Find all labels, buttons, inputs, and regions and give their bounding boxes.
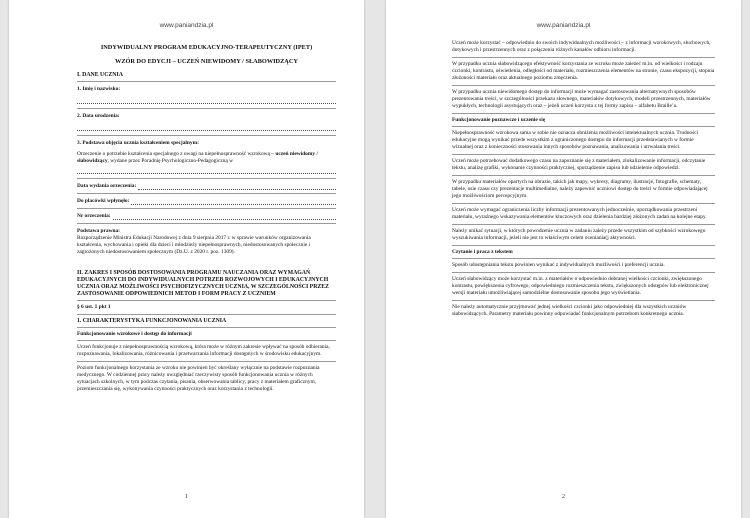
divider — [77, 193, 336, 194]
nr-orzeczenia-row — [77, 213, 336, 220]
document-page-1 — [9, 0, 364, 518]
do-placowki-row — [77, 198, 336, 205]
orzeczenie-line — [77, 166, 336, 174]
data-wydania-row — [77, 183, 336, 190]
paragraph: W przypadku materiałów opartych na obrazie, takich jak mapy, wykresy, diagramy, ilustracje, fotografie, schematy, tabele, osie czasu czy prezentacje multimedialne, należy zapewnić uczniowi dostęp do treści w formie odpowiadającej jego możliwościom percepcyjnym. — [452, 179, 708, 199]
divider — [452, 224, 715, 225]
page-number: 2 — [562, 494, 565, 500]
divider — [452, 272, 715, 273]
subheading-czytanie: Czytanie i praca z tekstem — [452, 249, 513, 255]
paragraph: W przypadku ucznia słabowidzącego efektywność korzystania ze wzroku może zależeć m.in. od wielkości i rodzaju czcionki, kontrastu, oświetlenia, odległości od materiału, rozmieszczenia elementów na stronie, czasu ekspozycji, stopnia złożoności materiału oraz aktualnego poziomu zmęczenia. — [452, 61, 715, 81]
orzeczenie-text-a: Orzeczenie o potrzebie kształcenia specjalnego z uwagi na niepełnosprawność wzrokową – — [77, 151, 274, 157]
subheading-funkcjonowanie-poznawcze: Funkcjonowanie poznawcze i uczenie się — [452, 117, 546, 123]
page-1-content — [77, 42, 336, 393]
paragraph: Należy unikać sytuacji, w których powodzenie ucznia w zadaniu zależy przede wszystkim od szybkości wzrokowego wyszukiwania informacji, jeżeli nie jest to właściwym celem oceniania(j aktywności. — [452, 228, 706, 241]
paragraph: Niepełnosprawność wzrokowa sama w sobie nie oznacza obniżenia możliwości intelektualnych ucznia. Trudności edukacyjne mogą wynikać przede wszystkim z ograniczonego dostępu do informacji przedstawianych w formie wizualnej oraz z konieczności stosowania innych sposobów poznawania, analizowania i utrwalania treści. — [452, 130, 699, 150]
divider — [452, 113, 715, 114]
divider — [452, 175, 715, 176]
field-name-label: 1. Imię i nazwisko: — [77, 86, 121, 92]
divider — [77, 108, 336, 109]
divider — [77, 223, 336, 224]
data-wydania-label: Data wydania orzeczenia: — [77, 183, 137, 189]
divider — [77, 300, 336, 301]
divider — [77, 314, 336, 315]
field-birthdate-label: 2. Data urodzenia: — [77, 113, 120, 119]
page-2-content — [452, 40, 715, 318]
paragraph: Poziom funkcjonalnego korzystania ze wzroku nie powinien być określany wyłącznie na podstawie rozpoznania medycznego. W codziennej pracy należy uwzględniać rzeczywisty sposób funkcjonowania ucznia w różnych sytuacjach szkolnych, w tym podczas czytania, pisania, obserwowania tablicy, pracy z materiałem graficznym, przemieszczania się, wykonywania czynności praktycznych oraz korzystania z technologii. — [77, 365, 320, 392]
paragraph: W przypadku ucznia niewidomego dostęp do informacji może wymagać zastosowania alternatywnych sposobów prezentowania treści, w szczególności przekazu słownego, materiałów dotykowych, modeli przestrzennych, materiałów wypukłych, technologii asystujących oraz – jeżeli uczeń korzysta z tej formy zapisu – alfabetu Braille’a. — [452, 89, 711, 109]
paragraph-ref: § 6 ust. 1 pkt 1 — [77, 304, 111, 310]
divider — [77, 178, 336, 179]
divider — [452, 85, 715, 86]
document-title: INDYWIDUALNY PROGRAM EDUKACYJNO-TERAPEUTYCZNY (IPET) — [100, 44, 313, 51]
paragraph: Sposób udostępniania tekstu powinien wynikać z indywidualnych możliwości i preferencji ucznia. — [452, 262, 665, 268]
data-wydania-line — [138, 183, 336, 190]
paragraph: Uczeń może korzystać – odpowiednio do swoich indywidualnych możliwości – z informacji wzrokowych, słuchowych, dotykowych i przestrzennych oraz z połączenia różnych kanałów odbioru informacji. — [452, 40, 711, 53]
divider — [452, 245, 715, 246]
paragraph: Uczeń może wymagać ograniczenia liczby informacji prezentowanych jednocześnie, uporządkowania przestrzeni materiału, wyraźnego wskazywania elementów kluczowych oraz dzielenia bardziej złożonych zadań na kolejne etapy. — [452, 207, 707, 220]
paragraph: Uczeń funkcjonuje z niepełnosprawnością wzrokową, która może w różnym zakresie wpływać na sposób odbierania, rozpoznawania, lokalizowania, różnicowania i przetwarzania informacji dostępnych w środowisku edukacyjnym. — [77, 344, 330, 357]
divider — [452, 300, 715, 301]
divider — [452, 126, 715, 127]
section-zakres: II. ZAKRES I SPOSÓB DOSTOSOWANIA PROGRAMU NAUCZANIA ORAZ WYMAGAŃ EDUKACYJNYCH DO INDYWIDUALNYCH POTRZEB ROZWOJOWYCH I EDUKACYJNYCH UCZNIA ORAZ MOŻLIWOŚCI PSYCHOFIZYCZNYCH UCZNIA, W SZCZEGÓLNOŚCI PRZEZ ZASTOSOWANIE ODPOWIEDNICH METOD I FORM PRACY Z UCZNIEM — [77, 270, 329, 297]
divider — [77, 327, 336, 328]
podstawa-label: Podstawa prawna: — [77, 228, 120, 234]
divider — [77, 81, 336, 82]
divider — [452, 57, 715, 58]
divider — [452, 154, 715, 155]
divider — [77, 361, 336, 362]
paragraph: Nie należy automatycznie przyjmować jednej wielkości czcionki jako odpowiedniej dla wszystkich uczniów słabowidzących. Parametry materiału powinny odpowiadać funkcjonalnym potrzebom konkretnego ucznia. — [452, 304, 687, 317]
orzeczenie-text-b: uczeń niewidomy / słabowidzący — [77, 151, 318, 164]
divider — [77, 135, 336, 136]
page-number: 1 — [185, 494, 188, 500]
field-birthdate-line — [77, 123, 336, 131]
field-name-line — [77, 96, 336, 104]
subheading-funkcjonowanie-wzrokowe: Funkcjonowanie wzrokowe i dostęp do informacji — [77, 331, 192, 337]
section-dane-ucznia: I. DANE UCZNIA — [77, 72, 123, 78]
do-placowki-label: Do placówki wpłynęło: — [77, 198, 130, 204]
podstawa-text: Rozporządzenie Ministra Edukacji Narodowej z dnia 9 sierpnia 2017 r. w sprawie warunków organizowania kształcenia, wychowania i opieki dla dzieci i młodzieży niepełnosprawnych, niedostosowanych społecznie i zagrożonych niedostosowaniem społecznym (Dz.U. z 2020 r. poz. 1309). — [77, 235, 311, 255]
orzeczenie-text-c: , wydane przez Poradnię Psychologiczno-Pedagogiczną w — [107, 158, 234, 164]
document-subtitle: WZÓR DO EDYCJI – UCZEŃ NIEWIDOMY / SŁABOWIDZĄCY — [115, 58, 298, 65]
section-charakterystyka: 1. CHARAKTERYSTYKA FUNKCJONOWANIA UCZNIA — [77, 318, 227, 324]
paragraph: Uczeń słabowidzący może korzystać m.in. z materiałów o odpowiednio dobranej wielkości czcionki, zwiększonego kontrastu, powiększenia cyfrowego, odpowiedniego rozmieszczenia tekstu, zwiększonych odstępów lub elektronicznej wersji materiału umożliwiającej samodzielne dostosowanie sposobu jego wyświetlania. — [452, 276, 709, 296]
site-header: www.paniandzia.pl — [159, 22, 214, 29]
divider — [77, 208, 336, 209]
paragraph: Uczeń może potrzebować dodatkowego czasu na zapoznanie się z materiałem, zlokalizowanie informacji, odczytanie tekstu, analizę grafiki, wykonanie czynności praktycznej, sporządzenie zapisu lub udzielenie odpowiedzi. — [452, 158, 706, 171]
nr-orzeczenia-line — [113, 213, 336, 220]
divider — [452, 203, 715, 204]
divider — [452, 258, 715, 259]
do-placowki-line — [131, 198, 336, 205]
site-header: www.paniandzia.pl — [536, 22, 591, 29]
nr-orzeczenia-label: Nr orzeczenia: — [77, 213, 111, 219]
orzeczenie-text — [77, 151, 336, 165]
field-basis-label: 3. Podstawa objęcia ucznia kształceniem specjalnym: — [77, 140, 199, 146]
document-page-2 — [386, 0, 741, 518]
divider — [77, 340, 336, 341]
